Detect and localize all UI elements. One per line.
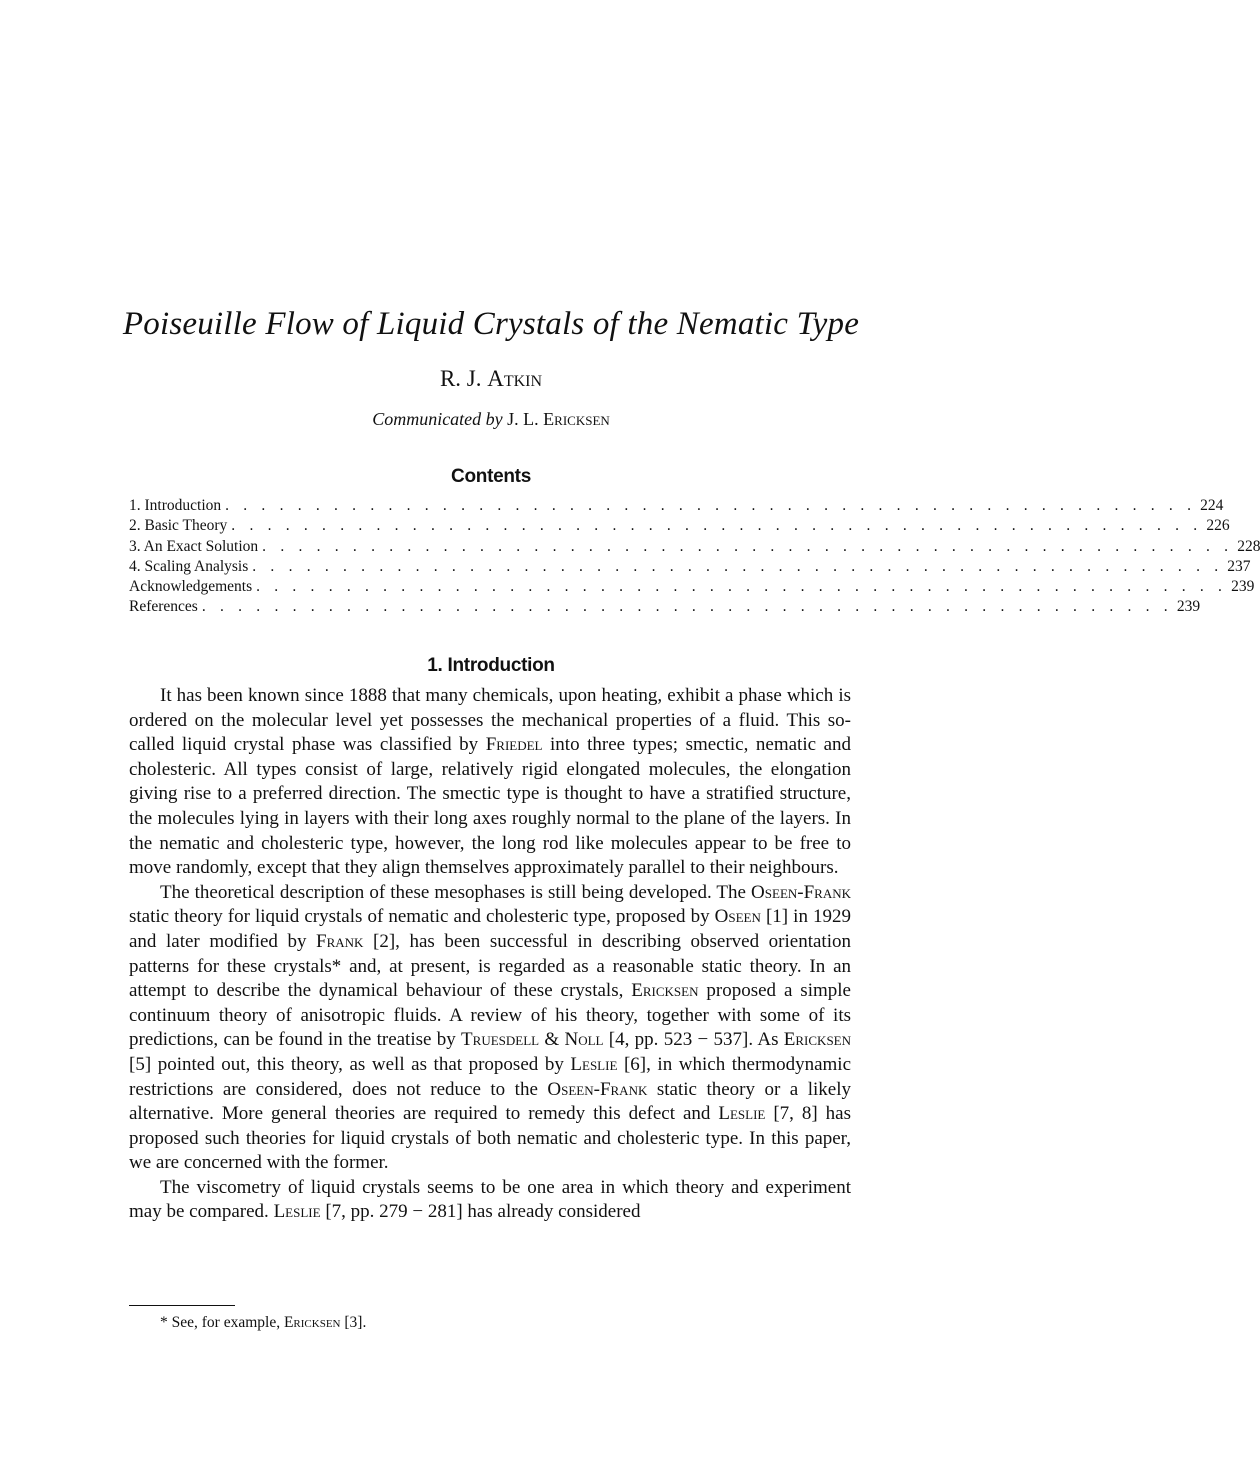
body-text: [129, 684, 851, 1225]
paper-title: Poiseuille Flow of Liquid Crystals of the Nematic Type: [122, 306, 860, 342]
author: [0, 366, 982, 392]
author-initials: R. J.: [439, 366, 482, 391]
table-of-contents: [129, 496, 1260, 618]
toc-leader-dots: . . . . . . . . . . . . . . . . . . . . . . . . . . . . . . . . . . . . . . . . . . . . . . . . . . . . . .: [252, 557, 1224, 575]
toc-entry: [129, 537, 1260, 557]
toc-leader-dots: . . . . . . . . . . . . . . . . . . . . . . . . . . . . . . . . . . . . . . . . . . . . . . . . . . . . . .: [231, 517, 1203, 535]
author-surname: Atkin: [487, 366, 543, 391]
footnote-rule: [129, 1305, 235, 1306]
toc-entry: [129, 577, 1255, 597]
communicated-by: [0, 409, 982, 430]
toc-entry-label: 3. An Exact Solution: [129, 537, 259, 555]
paragraph: The theoretical description of these mesophases is still being developed. The Oseen-Frank static theory for liquid crystals of nematic and cholesteric type, proposed by Oseen [1] in 1929 and later modified by Frank [2], has been successful in describing observed orientation patterns for these crystals* and, at present, is regarded as a reasonable static theory. In an attempt to describe the dynamical behaviour of these crystals, Ericksen proposed a simple continuum theory of anisotropic fluids. A review of his theory, together with some of its predictions, can be found in the treatise by Truesdell & Noll [4, pp. 523 − 537]. As Ericksen [5] pointed out, this theory, as well as that proposed by Leslie [6], in which thermodynamic restrictions are considered, does not reduce to the Oseen-Frank static theory or a likely alternative. More general theories are required to remedy this defect and Leslie [7, 8] has proposed such theories for liquid crystals of both nematic and cholesteric type. In this paper, we are concerned with the former.: [129, 881, 852, 1174]
toc-entry-label: Acknowledgements: [129, 578, 253, 596]
toc-entry: [129, 557, 1251, 577]
toc-leader-dots: . . . . . . . . . . . . . . . . . . . . . . . . . . . . . . . . . . . . . . . . . . . . . . . . . . . . . .: [262, 537, 1234, 555]
toc-entry-page: 224: [1200, 497, 1224, 514]
footnote: * See, for example, Ericksen [3].: [160, 1314, 367, 1331]
toc-entry-label: 1. Introduction: [129, 497, 222, 514]
communicator-initials: J. L.: [507, 409, 539, 429]
toc-entry-page: 237: [1227, 557, 1251, 575]
toc-entry-page: 226: [1206, 517, 1230, 535]
toc-entry-page: 239: [1231, 578, 1255, 596]
toc-leader-dots: . . . . . . . . . . . . . . . . . . . . . . . . . . . . . . . . . . . . . . . . . . . . . . . . . . . . . .: [225, 497, 1197, 514]
toc-leader-dots: . . . . . . . . . . . . . . . . . . . . . . . . . . . . . . . . . . . . . . . . . . . . . . . . . . . . . .: [201, 598, 1173, 616]
toc-entry: [129, 496, 1224, 516]
toc-leader-dots: . . . . . . . . . . . . . . . . . . . . . . . . . . . . . . . . . . . . . . . . . . . . . . . . . . . . . .: [256, 578, 1228, 596]
toc-entry-page: 239: [1176, 598, 1201, 616]
paragraph: It has been known since 1888 that many chemicals, upon heating, exhibit a phase which is ordered on the molecular level yet possesses the mechanical properties of a fluid. This so-called liquid crystal phase was classified by Friedel into three types; smectic, nematic and cholesteric. All types consist of large, relatively rigid elongated molecules, the elongation giving rise to a preferred direction. The smectic type is thought to have a stratified structure, the molecules lying in layers with their long axes roughly normal to the plane of the layers. In the nematic and cholesteric type, however, the long rod like molecules appear to be free to move randomly, except that they align themselves approximately parallel to their neighbours.: [129, 685, 852, 879]
section-heading-introduction: 1. Introduction: [427, 655, 555, 676]
communicated-prefix: Communicated by: [372, 409, 503, 429]
toc-entry-label: 2. Basic Theory: [129, 517, 228, 535]
toc-entry-label: 4. Scaling Analysis: [129, 557, 249, 575]
toc-entry-label: References: [129, 598, 198, 616]
toc-entry: [129, 516, 1230, 536]
toc-entry-page: 228: [1237, 537, 1260, 555]
paragraph: The viscometry of liquid crystals seems to be one area in which theory and experiment may be compared. Leslie [7, pp. 279 − 281] has already considered: [129, 1176, 851, 1223]
communicator-name: Ericksen: [543, 409, 610, 429]
toc-entry: [129, 597, 1201, 617]
contents-heading: Contents: [451, 466, 531, 487]
